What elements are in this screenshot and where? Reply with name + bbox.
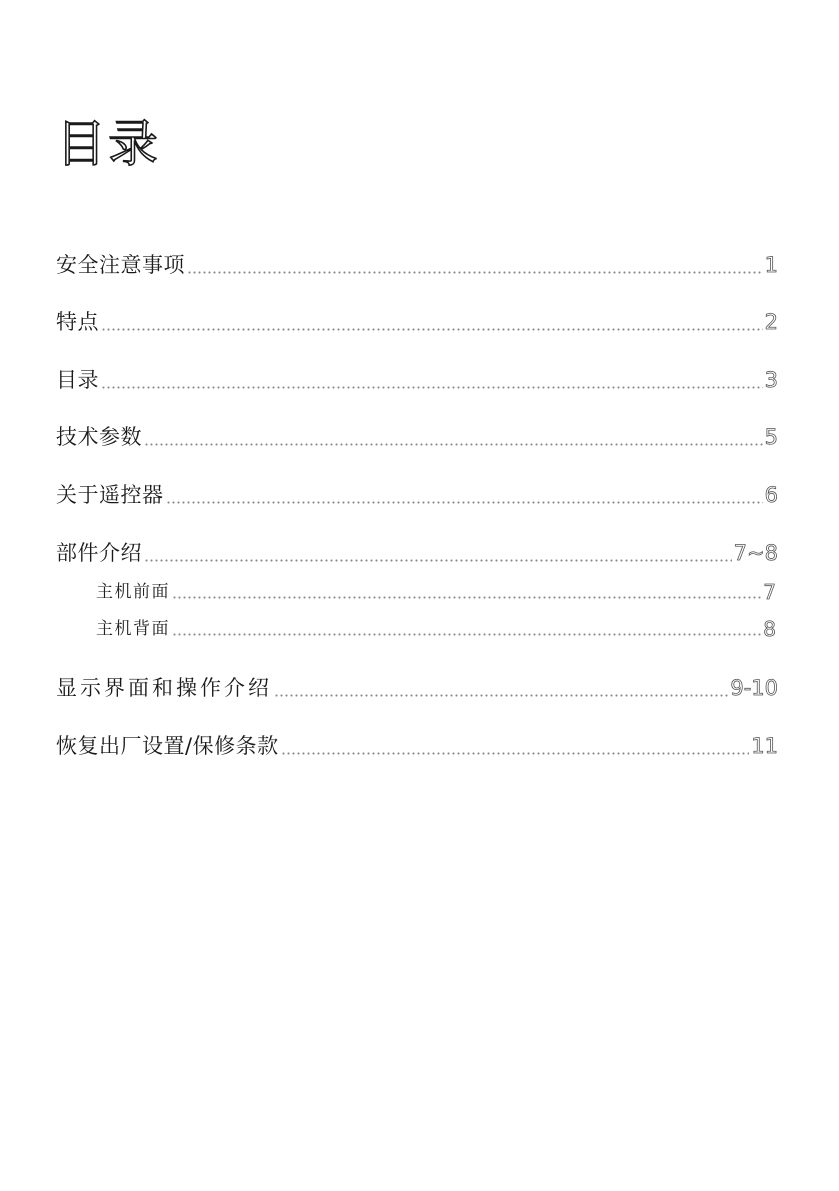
toc-page-number: 5 <box>764 425 778 449</box>
toc-page-number: 1 <box>764 253 778 277</box>
toc-page-number: 6 <box>764 483 778 507</box>
dot-leader <box>144 443 763 446</box>
toc-entry-parts[interactable] <box>56 538 778 568</box>
toc-page-number: 2 <box>764 310 778 334</box>
toc-label: 主机前面 <box>96 582 170 602</box>
toc-page-number: 3 <box>764 368 778 392</box>
toc-entry-features[interactable] <box>56 307 778 337</box>
dot-leader <box>274 694 728 697</box>
dot-leader <box>172 633 761 636</box>
dot-leader <box>101 386 763 389</box>
toc-entry-reset-warranty[interactable] <box>56 731 778 761</box>
dot-leader <box>166 501 763 504</box>
dot-leader <box>187 271 763 274</box>
toc-label: 部件介绍 <box>56 541 142 565</box>
toc-label: 恢复出厂设置/保修条款 <box>56 734 279 758</box>
toc-page-number: 7 <box>763 580 776 604</box>
toc-entry-front[interactable] <box>96 580 776 604</box>
toc-entry-display[interactable] <box>56 673 778 703</box>
dot-leader <box>281 752 750 755</box>
toc-label: 显示界面和操作介绍 <box>56 676 272 700</box>
toc-entry-contents[interactable] <box>56 365 778 395</box>
toc-page-number: 9-10 <box>730 676 778 700</box>
toc-label: 特点 <box>56 310 99 334</box>
toc-label: 关于遥控器 <box>56 483 164 507</box>
toc-label: 目录 <box>56 368 99 392</box>
toc-entry-specs[interactable] <box>56 422 778 452</box>
toc-entry-safety[interactable] <box>56 250 778 280</box>
toc-page-number: 11 <box>751 734 778 758</box>
toc-entry-back[interactable] <box>96 617 776 641</box>
dot-leader <box>101 328 763 331</box>
toc-label: 技术参数 <box>56 425 142 449</box>
toc-entry-remote[interactable] <box>56 480 778 510</box>
page-title: 目录 <box>56 115 160 173</box>
dot-leader <box>144 559 732 562</box>
toc-page-number: 8 <box>763 617 776 641</box>
toc-label: 主机背面 <box>96 619 170 639</box>
toc-label: 安全注意事项 <box>56 253 185 277</box>
dot-leader <box>172 596 761 599</box>
toc-page-number: 7~8 <box>733 541 778 565</box>
